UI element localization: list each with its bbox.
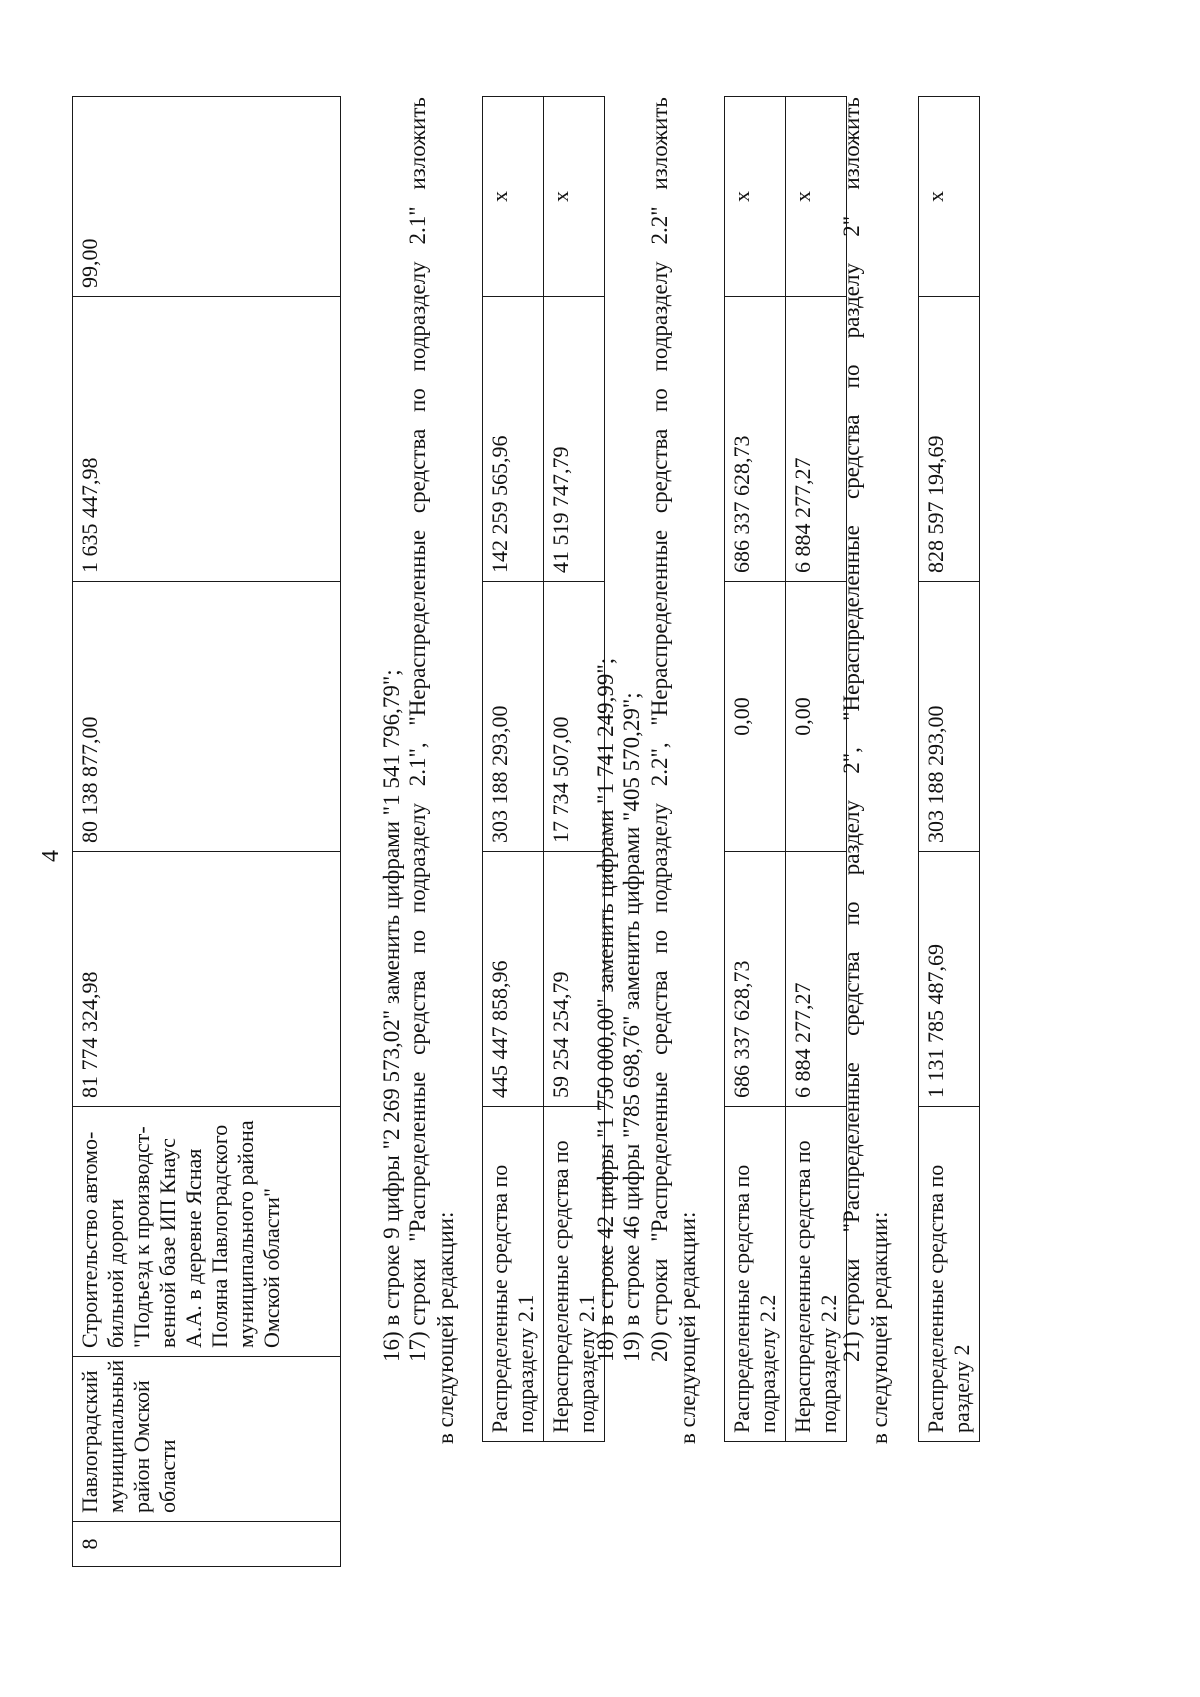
value-cell-4: x: [725, 97, 786, 297]
paragraph-word: 2.1": [405, 206, 430, 245]
paragraph-word: 2": [839, 215, 864, 237]
paragraph-16: 16) в строке 9 цифры "2 269 573,02" заменить цифрами "1 541 796,79";: [379, 669, 404, 1362]
row-label: Распределенные средства по подразделу 2.2: [725, 1107, 786, 1442]
row-label: Распределенные средства по разделу 2: [919, 1107, 980, 1442]
value-cell-3: 1 635 447,98: [73, 297, 341, 582]
paragraph-word: изложить: [839, 97, 864, 190]
value-cell-2: 303 188 293,00: [483, 582, 544, 852]
paragraph-word: 2.1",: [405, 742, 430, 787]
table-subsection-2-1: [482, 96, 605, 1442]
paragraph-21-continuation: в следующей редакции:: [867, 1211, 892, 1444]
paragraph-word: "Нераспределенные: [647, 529, 672, 726]
paragraph-word: средства: [405, 428, 430, 514]
table-section-2: [918, 96, 980, 1442]
value-cell-4: 99,00: [73, 97, 341, 297]
value-cell-1: 1 131 785 487,69: [919, 852, 980, 1107]
page-number: 4: [38, 850, 64, 862]
region-cell: Павлоградский муниципальный район Омской области: [73, 1357, 341, 1522]
paragraph-19: 19) в строке 46 цифры "785 698,76" заменить цифрами "405 570,29";: [619, 692, 644, 1362]
table-row: [919, 97, 980, 1442]
paragraph-word: "Нераспределенные: [839, 525, 864, 721]
row-label: Нераспределенные средства по подразделу 2.1: [543, 1107, 604, 1442]
paragraph-word: средства: [647, 970, 672, 1055]
paragraph-word: "Распределенные: [647, 1071, 672, 1242]
paragraph-word: 2.2": [647, 206, 672, 245]
paragraph-word: по: [647, 388, 672, 413]
row-number: 8: [73, 1522, 341, 1567]
value-cell-2: 80 138 877,00: [73, 582, 341, 852]
paragraph-word: по: [839, 364, 864, 389]
value-cell-2: 17 734 507,00: [543, 582, 604, 852]
main-table: [72, 96, 341, 1567]
value-cell-1: 59 254 254,79: [543, 852, 604, 1107]
value-cell-3: 41 519 747,79: [543, 297, 604, 582]
paragraph-word: изложить: [405, 97, 430, 190]
value-cell-1: 81 774 324,98: [73, 852, 341, 1107]
paragraph-word: 17) строки: [405, 1258, 430, 1362]
table-row: [73, 97, 341, 1567]
paragraph-word: "Распределенные: [405, 1071, 430, 1242]
value-cell-1: 686 337 628,73: [725, 852, 786, 1107]
table-row: [483, 97, 544, 1442]
paragraph-word: средства: [647, 428, 672, 514]
paragraph-21: [838, 97, 866, 1362]
value-cell-4: x: [483, 97, 544, 297]
paragraph-word: подразделу: [405, 261, 430, 372]
paragraph-word: средства: [405, 970, 430, 1055]
paragraph-word: по: [405, 929, 430, 954]
table-subsection-2-2: [724, 96, 847, 1442]
paragraph-word: по: [647, 929, 672, 954]
value-cell-3: 142 259 565,96: [483, 297, 544, 582]
paragraph-word: разделу: [839, 263, 864, 339]
value-cell-3: 6 884 277,27: [785, 297, 846, 582]
value-cell-1: 6 884 277,27: [785, 852, 846, 1107]
paragraph-word: подразделу: [405, 803, 430, 914]
paragraph-word: 20) строки: [647, 1258, 672, 1362]
paragraph-word: "Нераспределенные: [405, 529, 430, 726]
value-cell-4: x: [785, 97, 846, 297]
value-cell-2: 303 188 293,00: [919, 582, 980, 852]
paragraph-word: подразделу: [647, 261, 672, 372]
row-label: Распределенные средства по подразделу 2.1: [483, 1107, 544, 1442]
row-label: Нераспределенные средства по подразделу 2.2: [785, 1107, 846, 1442]
paragraph-word: 21) строки: [839, 1258, 864, 1362]
paragraph-17-continuation: в следующей редакции:: [433, 1211, 458, 1444]
paragraph-word: разделу: [839, 800, 864, 876]
value-cell-4: x: [543, 97, 604, 297]
value-cell-4: x: [919, 97, 980, 297]
paragraph-word: средства: [839, 414, 864, 499]
value-cell-1: 445 447 858,96: [483, 852, 544, 1107]
table-row: [725, 97, 786, 1442]
value-cell-3: 828 597 194,69: [919, 297, 980, 582]
paragraph-word: "Распределенные: [839, 1062, 864, 1233]
paragraph-18: 18) в строке 42 цифры "1 750 000,00" заменить цифрами "1 741 249,99";: [593, 657, 618, 1362]
paragraph-17: [404, 97, 432, 1362]
paragraph-20: [646, 97, 674, 1362]
paragraph-word: подразделу: [647, 803, 672, 914]
paragraph-word: по: [405, 388, 430, 413]
paragraph-word: изложить: [647, 97, 672, 190]
paragraph-word: по: [839, 901, 864, 926]
value-cell-3: 686 337 628,73: [725, 297, 786, 582]
paragraph-word: средства: [839, 951, 864, 1036]
value-cell-2: 0,00: [725, 582, 786, 852]
object-cell: Строительство автомо- бильной дороги "Подъезд к производст- венной базе ИП Кнаус А.А. в деревне Ясная Поляна Павлоградского муниципального района Омской области": [73, 1107, 341, 1357]
paragraph-20-continuation: в следующей редакции:: [675, 1211, 700, 1444]
value-cell-2: 0,00: [785, 582, 846, 852]
paragraph-word: 2",: [839, 747, 864, 774]
paragraph-word: 2.2",: [647, 742, 672, 787]
